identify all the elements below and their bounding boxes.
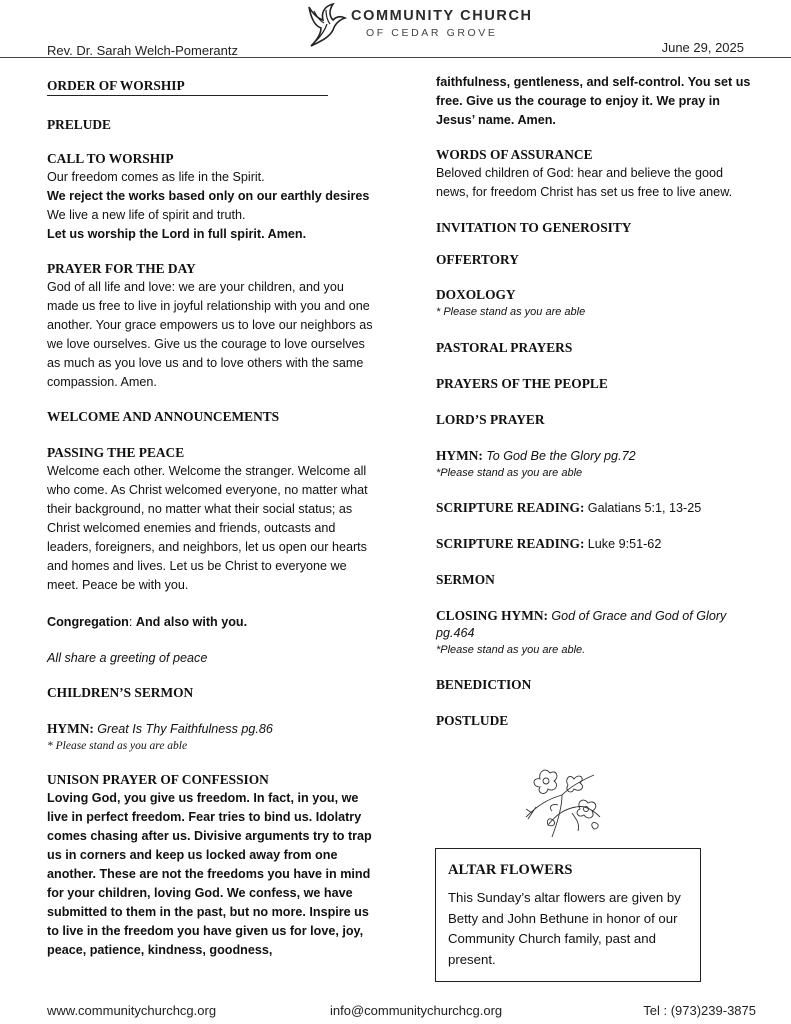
call-to-worship-heading: CALL TO WORSHIP — [47, 151, 174, 166]
passing-peace-text: Welcome each other. Welcome the stranger. Welcome all who come. As Christ welcomed everyone, no matter what their background, no matter what their social status; as Christ welcomed enemies and friends, outcasts and leaders, foreigners, and neighbors, let us open our hearts and homes and lives. Let us be Christ to everyone we meet. Peace be with you. — [47, 464, 368, 592]
greeting-instruction: All share a greeting of peace — [47, 651, 208, 665]
unison-prayer-text: Loving God, you give us freedom. In fact, in you, we live in perfect freedom. Fear tries to bind us. Idolatry comes chasing after us. Divisive arguments try to trap us in corners and keep us locked away from one another. These are not the freedoms you have in mind for your children, loving God. We confess, we have submitted to them in the past, but no more. Inspire us to live in the freedom you have given us for love, joy, peace, patience, kindness, goodness, — [47, 791, 372, 957]
footer-phone: Tel : (973)239-3875 — [643, 1003, 756, 1018]
words-of-assurance-heading: WORDS OF ASSURANCE — [436, 147, 593, 162]
hymn-title: Great Is Thy Faithfulness pg.86 — [97, 722, 273, 736]
call-to-worship-response: We reject the works based only on our earthly desires — [47, 189, 370, 203]
postlude-heading: POSTLUDE — [436, 713, 509, 728]
pastoral-prayers-heading: PASTORAL PRAYERS — [436, 340, 573, 355]
congregation-separator: : — [128, 615, 136, 629]
header-divider — [0, 57, 791, 58]
sermon-heading: SERMON — [436, 572, 495, 587]
pastor-name: Rev. Dr. Sarah Welch-Pomerantz — [47, 43, 238, 58]
altar-flowers-text: This Sunday’s altar flowers are given by Betty and John Bethune in honor of our Community Church family, past and present. — [448, 890, 681, 967]
hymn-label: HYMN: — [436, 448, 483, 463]
scripture-label: SCRIPTURE READING: — [436, 536, 585, 551]
benediction-heading: BENEDICTION — [436, 677, 532, 692]
hymn-label: HYMN: — [47, 721, 94, 736]
call-to-worship-line: We live a new life of spirit and truth. — [47, 208, 246, 222]
scripture-reading-2 — [436, 535, 754, 553]
stand-note: * Please stand as you are able — [47, 740, 188, 752]
congregation-response — [47, 613, 377, 632]
church-name: COMMUNITY CHURCH — [351, 8, 533, 24]
prayer-for-day-heading: PRAYER FOR THE DAY — [47, 261, 196, 276]
hymn-heading — [436, 447, 754, 465]
scripture-reference: Luke 9:51-62 — [587, 537, 662, 551]
call-to-worship-line: Our freedom comes as life in the Spirit. — [47, 170, 265, 184]
childrens-sermon-heading: CHILDREN’S SERMON — [47, 685, 194, 700]
prayer-for-day-text: God of all life and love: we are your children, and you made us free to live in joyful relationship with you and one another. Your grace empowers us to love our neighbors as we love ourselves. Give us the courage to love ourselves as much as you love us and to love others with the same compassion. Amen. — [47, 280, 373, 389]
doxology-heading: DOXOLOGY — [436, 287, 516, 302]
closing-hymn-page: pg.464 — [436, 626, 475, 640]
prayers-of-people-heading: PRAYERS OF THE PEOPLE — [436, 376, 608, 391]
order-of-worship-title: ORDER OF WORSHIP — [47, 73, 328, 96]
altar-flowers-box — [435, 848, 701, 982]
right-column — [436, 73, 754, 730]
prelude-heading: PRELUDE — [47, 117, 111, 132]
dove-logo-icon — [303, 2, 347, 48]
scripture-reading-1 — [436, 499, 754, 517]
unison-prayer-heading: UNISON PRAYER OF CONFESSION — [47, 772, 269, 787]
welcome-heading: WELCOME AND ANNOUNCEMENTS — [47, 409, 280, 424]
left-column — [47, 73, 377, 960]
closing-hymn-title: God of Grace and God of Glory — [551, 609, 727, 623]
scripture-label: SCRIPTURE READING: — [436, 500, 585, 515]
passing-peace-heading: PASSING THE PEACE — [47, 445, 185, 460]
hymn-title: To God Be the Glory pg.72 — [486, 449, 636, 463]
congregation-text: And also with you. — [135, 615, 248, 629]
congregation-label: Congregation — [47, 615, 129, 629]
generosity-heading: INVITATION TO GENEROSITY — [436, 220, 632, 235]
offertory-heading: OFFERTORY — [436, 252, 519, 267]
scripture-reference: Galatians 5:1, 13-25 — [587, 501, 702, 515]
hymn-heading — [47, 720, 377, 738]
stand-note: *Please stand as you are able. — [436, 644, 586, 656]
altar-flowers-title: ALTAR FLOWERS — [448, 862, 573, 878]
footer-email-link[interactable]: info@communitychurchcg.org — [330, 1003, 503, 1018]
stand-note: * Please stand as you are able — [436, 306, 586, 318]
service-date: June 29, 2025 — [661, 40, 744, 55]
call-to-worship-response: Let us worship the Lord in full spirit. Amen. — [47, 227, 307, 241]
closing-hymn-heading — [436, 607, 754, 625]
words-of-assurance-text: Beloved children of God: hear and believe the good news, for freedom Christ has set us free to live anew. — [436, 166, 733, 199]
closing-hymn-label: CLOSING HYMN: — [436, 608, 548, 623]
stand-note: *Please stand as you are able — [436, 467, 583, 479]
lords-prayer-heading: LORD’S PRAYER — [436, 412, 545, 427]
church-subtitle: OF CEDAR GROVE — [366, 27, 498, 39]
flowers-illustration-icon — [518, 765, 606, 843]
unison-prayer-continued: faithfulness, gentleness, and self-control. You set us free. Give us the courage to enjoy it. We pray in Jesus’ name. Amen. — [436, 75, 751, 127]
footer-website-link[interactable]: www.communitychurchcg.org — [47, 1003, 217, 1018]
